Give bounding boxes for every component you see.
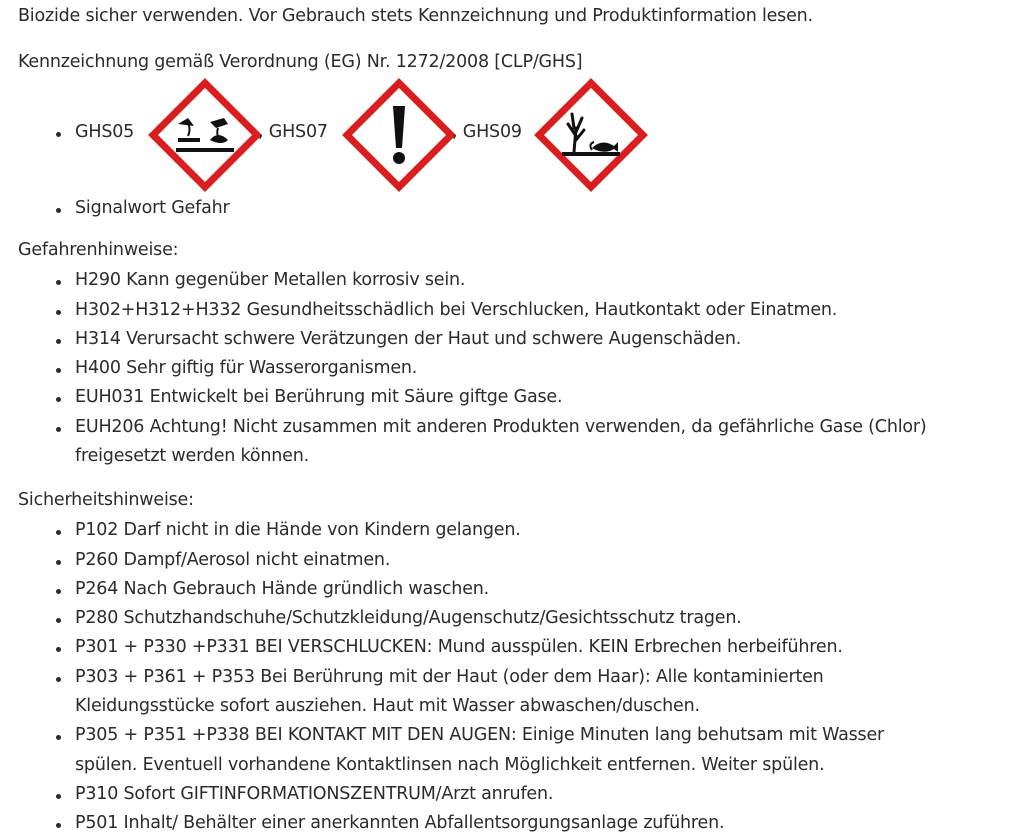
ghs07-label: , GHS07 xyxy=(258,122,328,142)
list-item-text: EUH206 Achtung! Nicht zusammen mit anderen Produkten verwenden, da gefährliche Gase (Chlor) xyxy=(75,417,927,437)
list-item-text: P260 Dampf/Aerosol nicht einatmen. xyxy=(75,550,391,570)
intro-text: Biozide sicher verwenden. Vor Gebrauch stets Kennzeichnung und Produktinformation lesen. xyxy=(18,6,813,26)
list-item-text: P303 + P361 + P353 Bei Berührung mit der Haut (oder dem Haar): Alle kontaminierten xyxy=(75,667,824,687)
ghs09-label: , GHS09 xyxy=(452,122,522,142)
list-item-text: H290 Kann gegenüber Metallen korrosiv sein. xyxy=(75,270,466,290)
list-item-text: H314 Verursacht schwere Verätzungen der Haut und schwere Augenschäden. xyxy=(75,329,742,349)
list-item-text: P310 Sofort GIFTINFORMATIONSZENTRUM/Arzt anrufen. xyxy=(75,784,554,804)
list-item-continuation: spülen. Eventuell vorhandene Kontaktlinsen nach Möglichkeit entfernen. Weiter spülen. xyxy=(75,755,825,775)
list-item-text: P264 Nach Gebrauch Hände gründlich waschen. xyxy=(75,579,490,599)
exclamation-pictogram-icon xyxy=(342,78,456,192)
corrosion-pictogram-icon xyxy=(148,78,262,192)
list-item-text: P305 + P351 +P338 BEI KONTAKT MIT DEN AUGEN: Einige Minuten lang behutsam mit Wasser xyxy=(75,725,885,745)
list-item-text: EUH031 Entwickelt bei Berührung mit Säure giftge Gase. xyxy=(75,387,563,407)
labeling-heading: Kennzeichnung gemäß Verordnung (EG) Nr. 1272/2008 [CLP/GHS] xyxy=(18,52,583,72)
list-item-text: H302+H312+H332 Gesundheitsschädlich bei Verschlucken, Hautkontakt oder Einatmen. xyxy=(75,300,838,320)
list-item-text: H400 Sehr giftig für Wasserorganismen. xyxy=(75,358,418,378)
list-item-continuation: freigesetzt werden können. xyxy=(75,446,309,466)
hazards-heading: Gefahrenhinweise: xyxy=(18,240,179,260)
list-item-continuation: Kleidungsstücke sofort ausziehen. Haut mit Wasser abwaschen/duschen. xyxy=(75,696,700,716)
ghs05-label: GHS05 xyxy=(75,122,135,142)
list-item-text: P301 + P330 +P331 BEI VERSCHLUCKEN: Mund ausspülen. KEIN Erbrechen herbeiführen. xyxy=(75,637,843,657)
list-item-text: P102 Darf nicht in die Hände von Kindern gelangen. xyxy=(75,520,521,540)
environment-pictogram-icon xyxy=(534,78,648,192)
list-item-text: P280 Schutzhandschuhe/Schutzkleidung/Augenschutz/Gesichtsschutz tragen. xyxy=(75,608,742,628)
list-item-text: P501 Inhalt/ Behälter einer anerkannten Abfallentsorgungsanlage zuführen. xyxy=(75,813,725,833)
signal-word-text: Signalwort Gefahr xyxy=(75,198,230,218)
ghs-pictogram-row xyxy=(58,78,658,192)
precautions-heading: Sicherheitshinweise: xyxy=(18,490,194,510)
